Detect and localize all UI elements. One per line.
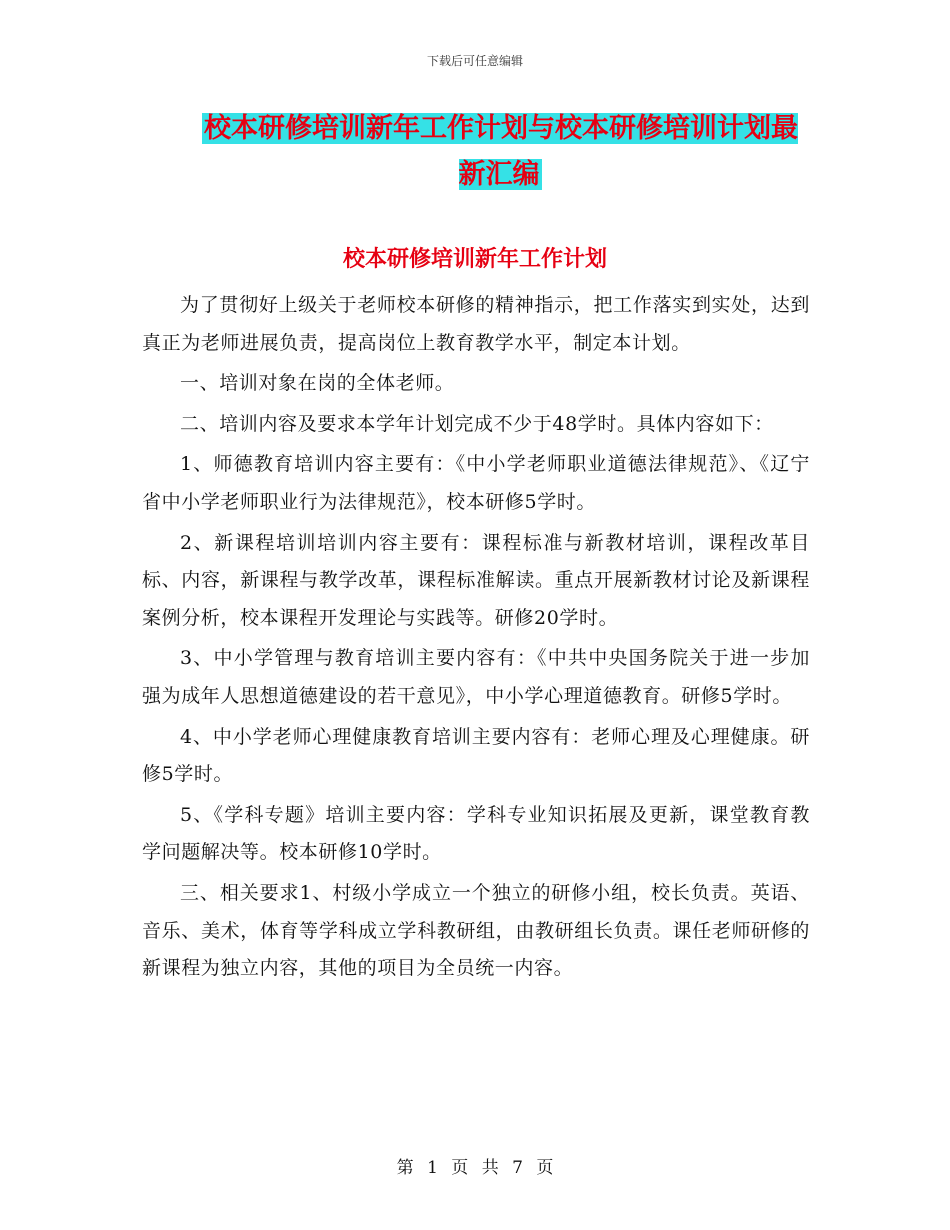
paragraph: 5、《学科专题》培训主要内容：学科专业知识拓展及更新，课堂教育教学问题解决等。校本研修10学时。 [142,803,810,864]
paragraph: 二、培训内容及要求本学年计划完成不少于48学时。具体内容如下： [180,412,774,435]
section-title: 校本研修培训新年工作计划 [342,246,607,272]
paragraph: 1、师德教育培训内容主要有：《中小学老师职业道德法律规范》、《辽宁省中小学老师职业行为法律规范》，校本研修5学时。 [142,453,810,513]
paragraph: 为了贯彻好上级关于老师校本研修的精神指示，把工作落实到实处，达到真正为老师进展负责，提高岗位上教育教学水平，制定本计划。 [142,294,810,354]
paragraph: 4、中小学老师心理健康教育培训主要内容有：老师心理及心理健康。研修5学时。 [142,725,810,786]
page-footer: 第 1 页 共 7 页 [396,1158,554,1178]
document-title-text: 校本研修培训新年工作计划与校本研修培训计划最新汇编 [204,113,798,190]
paragraph: 三、相关要求1、村级小学成立一个独立的研修小组，校长负责。英语、音乐、美术，体育等学科成立学科教研组，由教研组长负责。课任老师研修的新课程为独立内容，其他的项目为全员统一内容。 [142,881,810,980]
document-title [190,106,810,198]
header-note: 下载后可任意编辑 [426,54,523,68]
paragraph: 2、新课程培训培训内容主要有：课程标准与新教材培训，课程改革目标、内容，新课程与教学改革，课程标准解读。重点开展新教材讨论及新课程案例分析，校本课程开发理论与实践等。研修20学时。 [142,531,810,629]
paragraph: 3、中小学管理与教育培训主要内容有：《中共中央国务院关于进一步加强为成年人思想道德建设的若干意见》，中小学心理道德教育。研修5学时。 [142,647,810,707]
document-body [142,287,810,991]
paragraph: 一、培训对象在岗的全体老师。 [180,372,455,395]
